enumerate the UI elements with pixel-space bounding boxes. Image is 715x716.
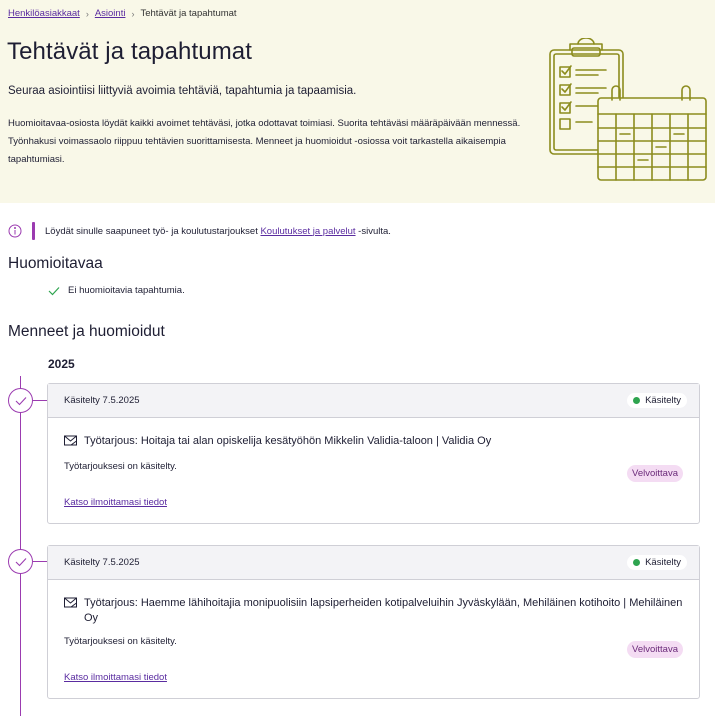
status-dot-icon	[633, 397, 640, 404]
event-title	[64, 418, 683, 449]
event-card	[47, 545, 700, 699]
event-card-header	[48, 546, 699, 580]
status-label: Käsitelty	[645, 557, 681, 568]
breadcrumb-link-asiointi[interactable]: Asiointi	[94, 8, 126, 19]
event-text: Työtarjouksesi on käsitelty.	[64, 461, 177, 472]
status-badge	[627, 555, 687, 570]
notice-text-after: -sivulta.	[358, 225, 391, 237]
breadcrumb-link-henkiloasiakkaat[interactable]: Henkilöasiakkaat	[8, 8, 80, 19]
page-intro: Huomioitavaa-osiosta löydät kaikki avoimet tehtäväsi, jotka odottavat toimiasi. Suorita tehtäväsi määräpäivään mennessä. Työnhakusi voimassaolo riippuu tehtävien suorittamisesta. Menneet ja huomioidut -osiossa voit tarkastella aikaisempia tapahtumiasi.	[8, 118, 521, 165]
offers-notice	[8, 222, 391, 240]
info-icon	[8, 224, 22, 238]
obligatory-badge: Velvoittava	[627, 641, 683, 658]
breadcrumb-separator-icon: ›	[131, 8, 135, 19]
attention-heading: Huomioitavaa	[8, 255, 103, 272]
attention-empty-state	[48, 285, 185, 296]
event-title	[64, 580, 683, 626]
checkmark-icon	[48, 286, 60, 296]
notice-text-before: Löydät sinulle saapuneet työ- ja koulutustarjoukset	[45, 225, 258, 237]
timeline-connector	[33, 561, 48, 562]
page-header	[0, 0, 715, 203]
event-title-text: Työtarjous: Haemme lähihoitajia monipuolisiin lapsiperheiden kotipalveluihin Jyväskylään, Mehiläinen kotihoito | Mehiläinen Oy	[84, 597, 683, 624]
notice-accent-bar	[32, 222, 35, 240]
breadcrumb-current: Tehtävät ja tapahtumat	[140, 8, 237, 19]
event-card	[47, 383, 700, 524]
status-label: Käsitelty	[645, 395, 681, 406]
event-title-text: Työtarjous: Hoitaja tai alan opiskelija kesätyöhön Mikkelin Validia-taloon | Validia Oy	[84, 435, 492, 447]
page-title: Tehtävät ja tapahtumat	[7, 38, 253, 65]
timeline-line	[20, 376, 21, 716]
breadcrumb	[8, 8, 237, 19]
page-lead: Seuraa asiointiisi liittyviä avoimia tehtäviä, tapahtumia ja tapaamisia.	[8, 85, 357, 97]
past-heading: Menneet ja huomioidut	[8, 323, 165, 340]
event-card-header	[48, 384, 699, 418]
status-badge	[627, 393, 687, 408]
breadcrumb-separator-icon: ›	[85, 8, 89, 19]
status-dot-icon	[633, 559, 640, 566]
checklist-calendar-illustration	[548, 38, 710, 184]
check-circle-icon	[8, 388, 33, 413]
event-card-body	[48, 418, 699, 510]
event-card-body	[48, 580, 699, 685]
view-details-link[interactable]: Katso ilmoittamasi tiedot	[64, 497, 167, 508]
event-text: Työtarjouksesi on käsitelty.	[64, 636, 177, 647]
event-date: Käsitelty 7.5.2025	[64, 395, 140, 406]
notice-link[interactable]: Koulutukset ja palvelut	[260, 225, 356, 237]
timeline-year: 2025	[48, 357, 75, 371]
obligatory-badge: Velvoittava	[627, 465, 683, 482]
view-details-link[interactable]: Katso ilmoittamasi tiedot	[64, 672, 167, 683]
mail-icon	[64, 597, 77, 608]
attention-empty-text: Ei huomioitavia tapahtumia.	[68, 285, 185, 296]
timeline-connector	[33, 400, 48, 401]
event-date: Käsitelty 7.5.2025	[64, 557, 140, 568]
notice-text	[45, 226, 391, 237]
check-circle-icon	[8, 549, 33, 574]
mail-icon	[64, 435, 77, 446]
